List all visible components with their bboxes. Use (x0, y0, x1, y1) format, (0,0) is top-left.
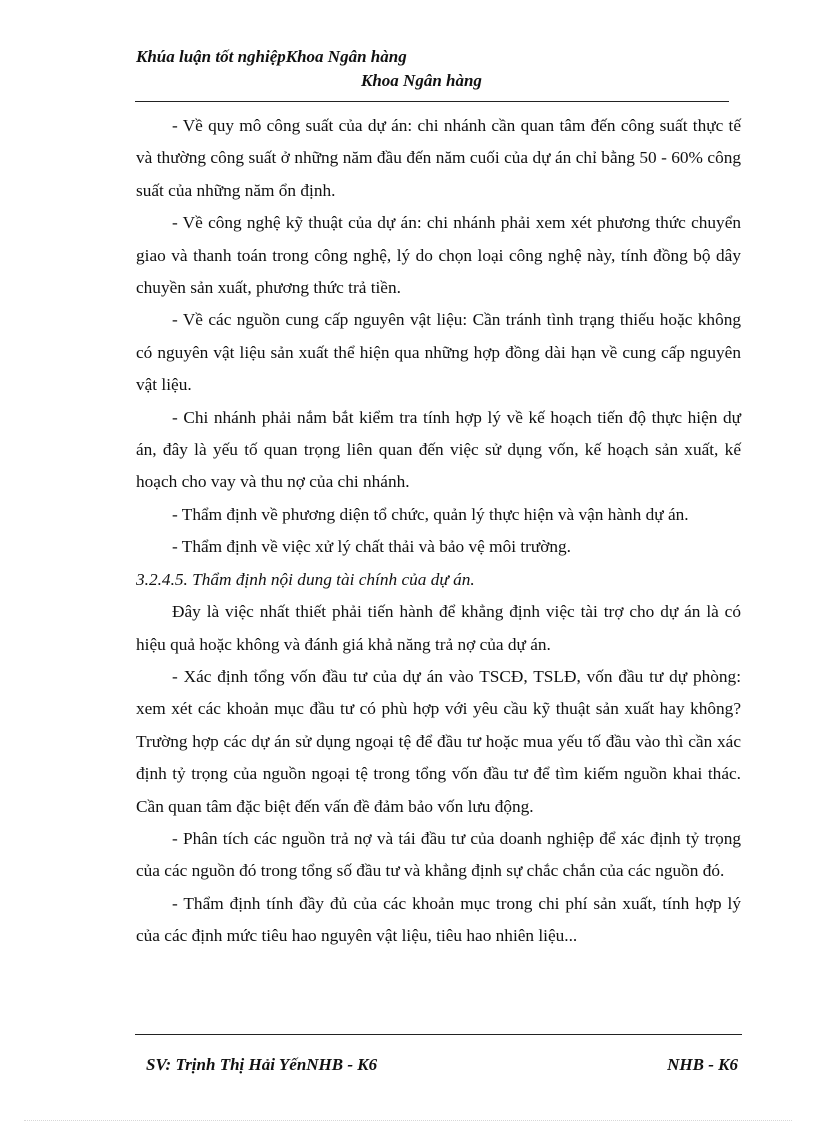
paragraph-capacity: - Về quy mô công suất của dự án: chi nhánh cần quan tâm đến công suất thực tế và thường công suất ở những năm đầu đến năm cuối của dự án chỉ bằng 50 - 60% công suất của những năm ổn định. (136, 116, 741, 200)
paragraph-technology: - Về công nghệ kỹ thuật của dự án: chi nhánh phải xem xét phương thức chuyển giao và thanh toán trong công nghệ, lý do chọn loại công nghệ này, tính đồng bộ dây chuyền sản xuất, phương thức trả tiền. (136, 213, 741, 298)
header-divider (135, 101, 729, 102)
header-subtitle: Khoa Ngân hàng (361, 71, 482, 90)
paragraph-environment: - Thẩm định về việc xử lý chất thải và bảo vệ môi trường. (172, 537, 571, 557)
footer-author: SV: Trịnh Thị Hải YếnNHB - K6 (146, 1055, 378, 1074)
paragraph-materials: - Về các nguồn cung cấp nguyên vật liệu: Cần tránh tình trạng thiếu hoặc không có nguyên vật liệu sản xuất thể hiện qua những hợp đồng dài hạn về cung cấp nguyên vật liệu. (136, 310, 741, 395)
paragraph-repayment-sources: - Phân tích các nguồn trả nợ và tái đầu tư của doanh nghiệp để xác định tỷ trọng của các nguồn đó trong tổng số đầu tư và khẳng định sự chắc chắn của các nguồn đó. (136, 828, 741, 881)
section-heading: 3.2.4.5. Thẩm định nội dung tài chính của dự án. (136, 569, 475, 589)
footer-class-code: NHB - K6 (667, 1055, 738, 1074)
paragraph-investment-capital: - Xác định tổng vốn đầu tư của dự án vào TSCĐ, TSLĐ, vốn đầu tư dự phòng: xem xét các khoản mục đầu tư có phù hợp với yêu cầu kỹ thuật sản xuất hay không? Trường hợp các dự án sử dụng ngoại tệ để đầu tư hoặc mua yếu tố đầu vào thì cần xác định tỷ trọng của nguồn ngoại tệ trong tổng vốn đầu tư để tìm kiếm nguồn khai thác. Cần quan tâm đặc biệt đến vấn đề đảm bảo vốn lưu động. (136, 666, 741, 816)
header-title: Khúa luận tốt nghiệpKhoa Ngân hàng (136, 47, 407, 66)
footer-divider (135, 1034, 742, 1035)
paragraph-organization: - Thẩm định về phương diện tổ chức, quản lý thực hiện và vận hành dự án. (172, 504, 689, 524)
paragraph-production-costs: - Thẩm định tính đầy đủ của các khoản mục trong chi phí sản xuất, tính hợp lý của các định mức tiêu hao nguyên vật liệu, tiêu hao nhiên liệu... (136, 893, 741, 946)
paragraph-financial-intro: Đây là việc nhất thiết phải tiến hành để khẳng định việc tài trợ cho dự án là có hiệu quả hoặc không và đánh giá khả năng trả nợ của dự án. (136, 602, 741, 654)
paragraph-schedule: - Chi nhánh phải nắm bắt kiểm tra tính hợp lý về kế hoạch tiến độ thực hiện dự án, đây là yếu tố quan trọng liên quan đến việc sử dụng vốn, kế hoạch sản xuất, kế hoạch cho vay và thu nợ của chi nhánh. (136, 407, 741, 492)
page-edge-line (24, 1120, 792, 1121)
document-body (136, 110, 741, 953)
